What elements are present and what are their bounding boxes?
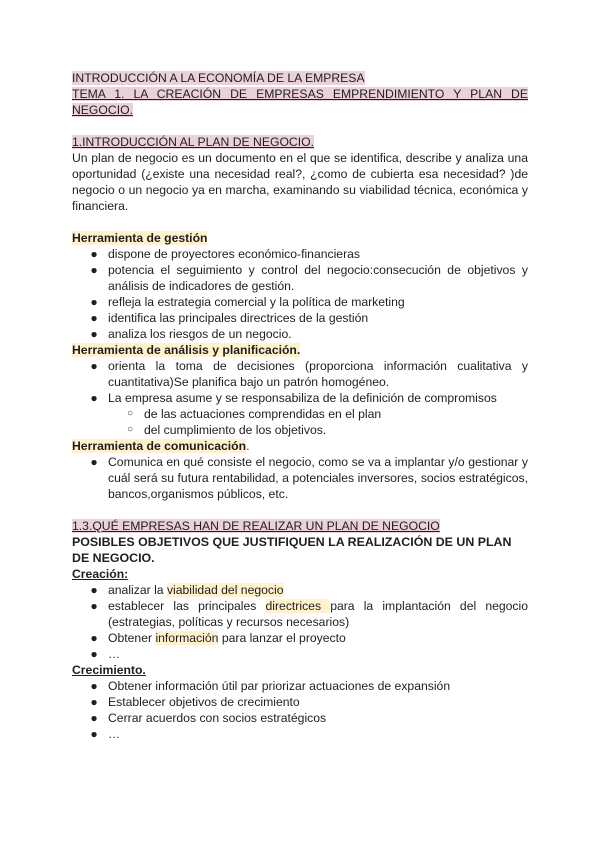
- list-item: ● Obtener información para lanzar el proyecto: [90, 631, 346, 645]
- crecimiento-heading: Crecimiento.: [72, 663, 146, 677]
- topic-title: TEMA 1. LA CREACIÓN DE EMPRESAS EMPRENDIMIENTO Y PLAN DE NEGOCIO.: [72, 87, 528, 117]
- list-item: ● analizar la viabilidad del negocio: [90, 583, 284, 597]
- section-1-paragraph: Un plan de negocio es un documento en el que se identifica, describe y analiza una oportunidad (¿existe una necesidad real?, ¿como de cubierta esa necesidad? )de negocio o un negocio ya en marcha, examinando su viabilidad técnica, económica y financiera.: [72, 151, 528, 213]
- list-item: ● La empresa asume y se responsabiliza de la definición de compromisos: [90, 391, 497, 405]
- course-title: INTRODUCCIÓN A LA ECONOMÍA DE LA EMPRESA: [72, 71, 365, 85]
- crecimiento-list: [72, 678, 528, 742]
- sub-list-item: ○ del cumplimiento de los objetivos.: [126, 423, 327, 437]
- list-item: ● refleja la estrategia comercial y la política de marketing: [90, 295, 405, 309]
- list-item: ● identifica las principales directrices de la gestión: [90, 311, 369, 325]
- list-item: ● Establecer objetivos de crecimiento: [90, 695, 300, 709]
- creacion-heading: Creación:: [72, 567, 129, 581]
- gestion-heading: Herramienta de gestión: [72, 231, 208, 245]
- analisis-list: [72, 358, 528, 406]
- list-item: ● Cerrar acuerdos con socios estratégicos: [90, 711, 327, 725]
- analisis-sublist: [72, 406, 528, 438]
- list-item: ● Comunica en qué consiste el negocio, como se va a implantar y/o gestionar y cuál será su futura rentabilidad, a potenciales inversores, socios estratégicos, bancos,organismos públicos, etc.: [90, 455, 528, 501]
- sub-list-item: ○ de las actuaciones comprendidas en el plan: [126, 407, 382, 421]
- comunicacion-heading: Herramienta de comunicación.: [72, 439, 250, 453]
- analisis-heading: Herramienta de análisis y planificación.: [72, 343, 301, 357]
- list-item: ● Obtener información útil par priorizar actuaciones de expansión: [90, 679, 451, 693]
- list-item: ● potencia el seguimiento y control del negocio:consecución de objetivos y análisis de indicadores de gestión.: [90, 263, 528, 293]
- list-item: ● orienta la toma de decisiones (proporciona información cualitativa y cuantitativa)Se planifica bajo un patrón homogéneo.: [90, 359, 528, 389]
- list-item: ● establecer las principales directrices para la implantación del negocio (estrategias, políticas y recursos necesarios): [90, 599, 529, 629]
- list-item: ● …: [90, 647, 121, 661]
- comunicacion-list: [72, 454, 528, 502]
- section-1-3-subtitle: POSIBLES OBJETIVOS QUE JUSTIFIQUEN LA REALIZACIÓN DE UN PLAN DE NEGOCIO.: [72, 535, 512, 565]
- document-page: [72, 70, 528, 742]
- section-1-title: 1.INTRODUCCIÓN AL PLAN DE NEGOCIO.: [72, 135, 314, 149]
- section-1-3-title: 1.3.QUÉ EMPRESAS HAN DE REALIZAR UN PLAN DE NEGOCIO: [72, 519, 440, 533]
- list-item: ● analiza los riesgos de un negocio.: [90, 327, 292, 341]
- gestion-list: [72, 246, 528, 342]
- creacion-list: [72, 582, 528, 662]
- list-item: ● …: [90, 727, 121, 741]
- list-item: ● dispone de proyectores económico-financieras: [90, 247, 361, 261]
